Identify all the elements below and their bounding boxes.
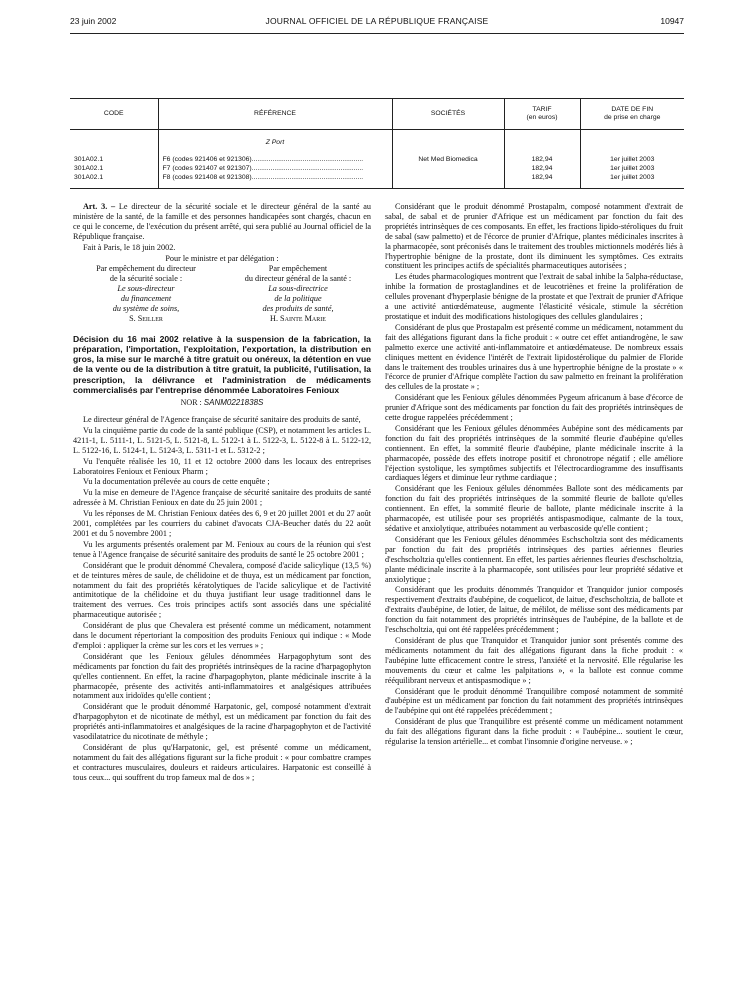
paragraph: Considérant que les Fenioux gélules dénommées Harpagophytum sont des médicaments par fonction du fait des propriétés intrinsèques de la racine d'harpagophyton qu'elles contiennent. En effet, la racine d'harpagophyton, plante médicinale inscrite à la pharmacopée, présente des activités anti-inflammatoires et analgésiques attribuées notamment aux iridoïdes qu'elle contient ; [73,651,371,701]
left-column [73,202,371,784]
paragraph: Vu les arguments présentés oralement par M. Fenioux au cours de la réunion qui s'est tenue à l'Agence française de sécurité sanitaire des produits de santé le 25 octobre 2001 ; [73,539,371,559]
cell-end-date: 1er juillet 2003 [580,155,684,164]
paragraph: Vu les réponses de M. Christian Fenioux datées des 6, 9 et 20 juillet 2001 et du 27 août 2001, complétées par les courriers du cabinet d'avocats CJA-Beucher datés du 22 août 2001 et du 5 novembre 2001 ; [73,509,371,538]
cell-code: 301A02.1 [74,165,104,172]
cell-tariff: 182,94 [504,155,580,164]
signature-left: Par empêchement du directeur de la sécurité sociale : Le sous-directeur du financement du système de soins, S. Seiller [73,264,219,323]
column-header-end-date: DATE DE FIN de prise en charge [580,99,684,130]
paragraph: Vu la documentation prélevée au cours de cette enquête ; [83,477,270,487]
cell-code: 301A02.1 [70,173,158,189]
paragraph: Considérant de plus qu'Harpatonic, gel, est présenté comme un médicament, notamment du fait des allégations figurant sur la fiche produit : « pour combattre crampes et contractures musculaires, douleurs et raideurs articulaires. Harpatonic est conseillé à tous ceux... qui souffrent du trop fameux mal de dos » ; [73,743,371,782]
cell-reference: F7 (codes 921407 et 921307)........................................................... [158,164,392,173]
paragraph: Considérant de plus que Tranquilibre est présenté comme un médicament notamment du fait des allégations figurant dans la fiche produit : « l'aubépine... soutient le cœur, régularise la tension artérielle... et combat l'insomnie d'origine nerveuse. » ; [385,717,683,747]
paragraph: Les études pharmacologiques montrent que l'extrait de sabal inhibe la 5alpha-réductase, inhibe la formation de prostaglandines et de leucotriènes et freine la prolifération de cellules provenant d'hyperplasie bénigne de la prostate et que l'extrait de prunier d'Afrique a une activité antiœdémateuse, augmente l'élasticité vésicale, stimule la sécrétion prostatique et induit des modifications histologiques des cellules glandulaires ; [385,272,683,321]
delegation-line: Pour le ministre et par délégation : [165,253,279,263]
signature-block [73,264,371,323]
tariff-table [70,98,684,189]
cell-end-date: 1er juillet 2003 [580,164,684,173]
paragraph: Considérant de plus que Prostapalm est présenté comme un médicament, notamment du fait des allégations figurant dans la fiche produit : « outre cet effet antiandrogène, le saw palmetto exerce une activité anti-inflammatoire et antiœdémateuse. De nombreux essais cliniques mettent en évidence l'intérêt de l'extrait lipidostérolique du palmier de Floride dans le traitement des troubles urinaires dus à une hypertrophie bénigne de la prostate » « l'écorce de prunier d'Afrique complète l'action du saw palmetto en freinant la prolifération des cellules de la prostate » ; [385,322,683,392]
paragraph: Considérant que les Fenioux gélules dénommées Pygeum africanum à base d'écorce de prunier d'Afrique sont des médicaments par fonction du fait des propriétés intrinsèques de cette drogue rappelées précédemment ; [385,393,683,423]
cell-code: 301A02.1 [74,156,104,163]
cell-reference: F6 (codes 921406 et 921306)........................................................... [158,155,392,164]
cell-company [392,173,504,189]
paragraph: Considérant que les Fenioux gélules dénommées Eschscholtzia sont des médicaments par fonction du fait des propriétés intrinsèques des parties aériennes fleuries d'eschscholtzia qu'elles contiennent. En effet, les parties aériennes fleuries d'eschscholtzia, plante médicinale inscrite à la pharmacopée, sont utilisées pour leur propriété sédative et anxiolytique ; [385,534,683,584]
paragraph: Considérant que le produit dénommé Harpatonic, gel, composé notamment d'extrait d'harpagophyton et de nicotinate de méthyl, est un médicament par fonction du fait des propriétés anti-inflammatoires et analgésiques de la racine d'harpagophyton et de l'activité vasodilatatrice du nicotinate de méthyle ; [73,702,371,742]
cell-company: Net Med Biomedica [392,155,504,164]
table-row [70,173,684,189]
signatory-name: H. Sainte Marie [270,313,326,323]
column-header-companies: SOCIÉTÉS [392,99,504,130]
paragraph: Considérant que les Fenioux gélules dénommées Aubépine sont des médicaments par fonction du fait des propriétés intrinsèques de la sommité fleurie d'aubépine qu'elles contiennent. En effet, la sommité fleurie d'aubépine, plante médicinale inscrite à la pharmacopée, possède des effets inotrope positif et chronotrope négatif ; elle améliore l'éjection systolique, les symptômes subjectifs et l'électrocardiogramme des insuffisants cardiaques légers et diminue leur rythme cardiaque ; [385,423,683,483]
cell-company [392,164,504,173]
table-row [70,155,684,164]
header-date: 23 juin 2002 [70,16,117,26]
paragraph: Considérant que les Fenioux gélules dénommées Ballote sont des médicaments par fonction du fait des propriétés intrinsèques de la sommité fleurie de ballote qu'elles contiennent. En effet, la sommité fleurie de ballote, plante médicinale inscrite à la pharmacopée, est utilisée pour ses propriétés antispasmodique, calmante de la toux, sédative et anxiolytique, attribuées notamment au verbascoside qu'elle contient ; [385,484,683,533]
paragraph: Vu l'enquête réalisée les 10, 11 et 12 octobre 2000 dans les locaux des entreprises Laboratoires Fenioux et Fenioux Pharm ; [73,456,371,476]
paragraph: Considérant de plus que Chevalera est présenté comme un médicament, notamment dans le document répertoriant la composition des produits Fenioux qui indique : « Mode d'emploi : appliquer la crème sur les cors et les verrues » ; [73,621,371,650]
paragraph: Considérant que le produit dénommé Chevalera, composé d'acide salicylique (13,5 %) et de teintures mères de saule, de chélidoine et de thuya, est un médicament par fonction, notamment du fait des propriétés kératolytiques de l'acide salicylique et de l'activité antimitotique de la chélidoine et du thuya justifiant leur usage traditionnel dans le traitement des verrues. Ces trois principes actifs sont associés dans une spécialité pharmaceutique autorisée ; [73,560,371,620]
cell-tariff: 182,94 [504,173,580,189]
signatory-name: S. Seiller [129,313,163,323]
nor-reference: NOR : SANM0221838S [180,398,264,408]
page-header [70,16,684,30]
header-journal-title: JOURNAL OFFICIEL DE LA RÉPUBLIQUE FRANÇAISE [265,16,489,26]
header-rule [70,33,684,34]
article-3 [73,202,371,242]
paragraph: Vu la mise en demeure de l'Agence française de sécurité sanitaire des produits de santé adressée à M. Christian Fenioux en date du 25 juin 2001 ; [73,488,371,508]
paragraph: Considérant que le produit dénommé Tranquilibre composé notamment de sommité d'aubépine est un médicament par fonction du fait notamment des propriétés intrinsèques de l'aubépine qui ont été rappelées précédemment ; [385,686,683,716]
cell-tariff: 182,94 [504,164,580,173]
header-page-number: 10947 [660,16,684,26]
decision-title: Décision du 16 mai 2002 relative à la suspension de la fabrication, la préparation, l'importation, l'exploitation, l'exportation, la distribution en gros, la mise sur le marché à titre gratuit ou onéreux, la détention en vue de la vente ou de la distribution à titre gratuit, la publicité, l'utilisation, la prescription, la délivrance et l'administration de médicaments commercialisés par l'entreprise dénommée Laboratoires Fenioux [73,333,371,395]
table-row [70,164,684,173]
cell-reference: F8 (codes 921408 et 921308)........................................................... [158,173,392,189]
article-3-text: Le directeur de la sécurité sociale et le directeur général de la santé au ministère de la santé, de la famille et des personnes handicapées sont chargés, chacun en ce qui le concerne, de l'exécution du présent arrêté, qui sera publié au Journal officiel de la République française. [73,202,371,241]
signature-right: Par empêchement du directeur général de la santé : La sous-directrice de la politique des produits de santé, H. Sainte Marie [225,264,371,323]
cell-end-date: 1er juillet 2003 [580,173,684,189]
table-group-label: Z Port [158,138,392,147]
table-header-row [70,99,684,130]
article-3-label: Art. 3. – [83,202,116,211]
right-column [385,202,683,748]
signature-place-date: Fait à Paris, le 18 juin 2002. [83,242,176,252]
column-header-tariff: TARIF (en euros) [504,99,580,130]
column-header-reference: RÉFÉRENCE [158,99,392,130]
paragraph: Considérant que le produit dénommé Prostapalm, composé notamment d'extrait de sabal, de sabal et de prunier d'Afrique est un médicament par fonction du fait des propriétés intrinsèques de ces composants. En effet, les fractions lipido-stéroliques du fruit de sabal (saw palmetto) et de l'écorce de prunier d'Afrique, plantes médicinales inscrites à la pharmacopée, sont préconisés dans le traitement des troubles mictionnels modérés liés à l'hypertrophie bénigne de la prostate, dont ils diminuent les symptômes. Ces extraits constituent les principes actifs de spécialités pharmaceutiques autorisées ; [385,202,683,271]
paragraph: Le directeur général de l'Agence française de sécurité sanitaire des produits de santé, [83,415,361,424]
paragraph: Considérant de plus que Tranquidor et Tranquidor junior sont présentés comme des médicaments notamment du fait des allégations figurant dans la fiche produit : « l'aubépine lutte efficacement contre le stress, l'anxiété et la nervosité. Elle régularise les mouvements du cœur et calme les palpitations », « la ballote est connue comme rééquilibrant nerveux et antispasmodique » ; [385,635,683,685]
paragraph: Considérant que les produits dénommés Tranquidor et Tranquidor junior composés respectivement d'extraits d'aubépine, de coquelicot, de laitue, d'eschscholtzia, de ballote et d'extraits d'aubépine, de lotier, de laitue, de mélilot, de mélisse sont des médicaments par fonction du fait notamment des propriétés intrinsèques de l'aubépine, de la ballote et de l'eschscholtzia, qui ont été rappelées précédemment ; [385,585,683,635]
column-header-code: CODE [70,99,158,130]
paragraph: Vu la cinquième partie du code de la santé publique (CSP), et notamment les articles L. 4211-1, L. 5111-1, L. 5121-5, L. 5121-8, L. 5122-1 à L. 5122-3, L. 5122-8 à L. 5122-12, L. 5122-16, L. 5124-1, L. 5124-3, L. 5311-1 et L. 5312-2 ; [73,425,371,455]
